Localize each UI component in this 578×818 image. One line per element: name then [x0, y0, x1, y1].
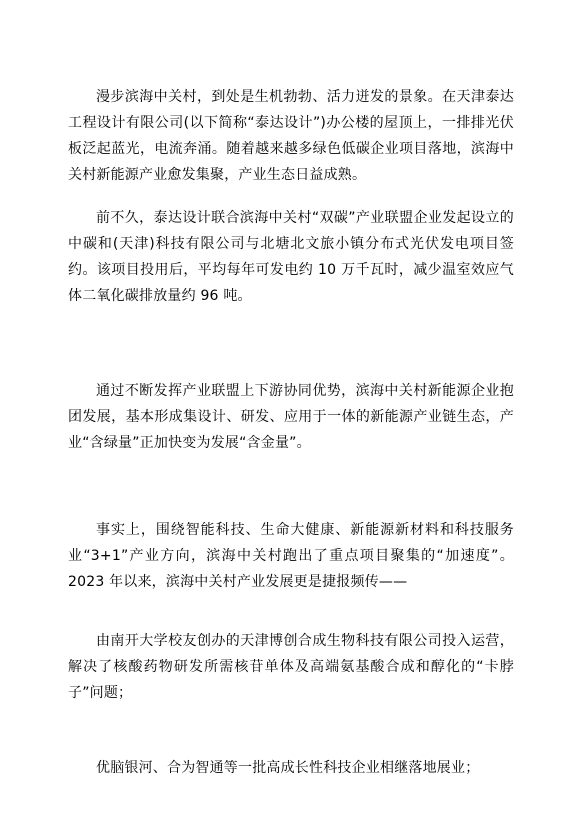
paragraph-tech-companies: 优脑银河、合为智通等一批高成长性科技企业相继落地展业；: [96, 760, 480, 776]
paragraph-pv-project-signing: 前不久，泰达设计联合滨海中关村“双碳”产业联盟企业发起设立的中碳和(天津)科技有限公司与北塘北文旅小镇分布式光伏发电项目签约。该项目投用后，平均每年可发电约 10 万千瓦时，减少温室效应气体二氧化碳排放量约 96 吨。: [68, 210, 514, 304]
paragraph-solar-rooftop: 漫步滨海中关村，到处是生机勃勃、活力迸发的景象。在天津泰达工程设计有限公司(以下简称“泰达设计”)办公楼的屋顶上，一排排光伏板泛起蓝光，电流奔涌。随着越来越多绿色低碳企业项目落地，滨海中关村新能源产业愈发集聚，产业生态日益成熟。: [68, 89, 514, 183]
paragraph-industry-alliance: 通过不断发挥产业联盟上下游协同优势，滨海中关村新能源企业抱团发展，基本形成集设计、研发、应用于一体的新能源产业链生态，产业“含绿量”正加快变为发展“含金量”。: [68, 383, 514, 451]
paragraph-key-projects: 事实上，围绕智能科技、生命大健康、新能源新材料和科技服务业“3+1”产业方向，滨海中关村跑出了重点项目聚集的“加速度”。2023 年以来，滨海中关村产业发展更是捷报频传——: [68, 522, 514, 590]
paragraph-nankai-biotech: 由南开大学校友创办的天津博创合成生物科技有限公司投入运营，解决了核酸药物研发所需核苷单体及高端氨基酸合成和醇化的“卡脖子”问题；: [68, 633, 514, 701]
